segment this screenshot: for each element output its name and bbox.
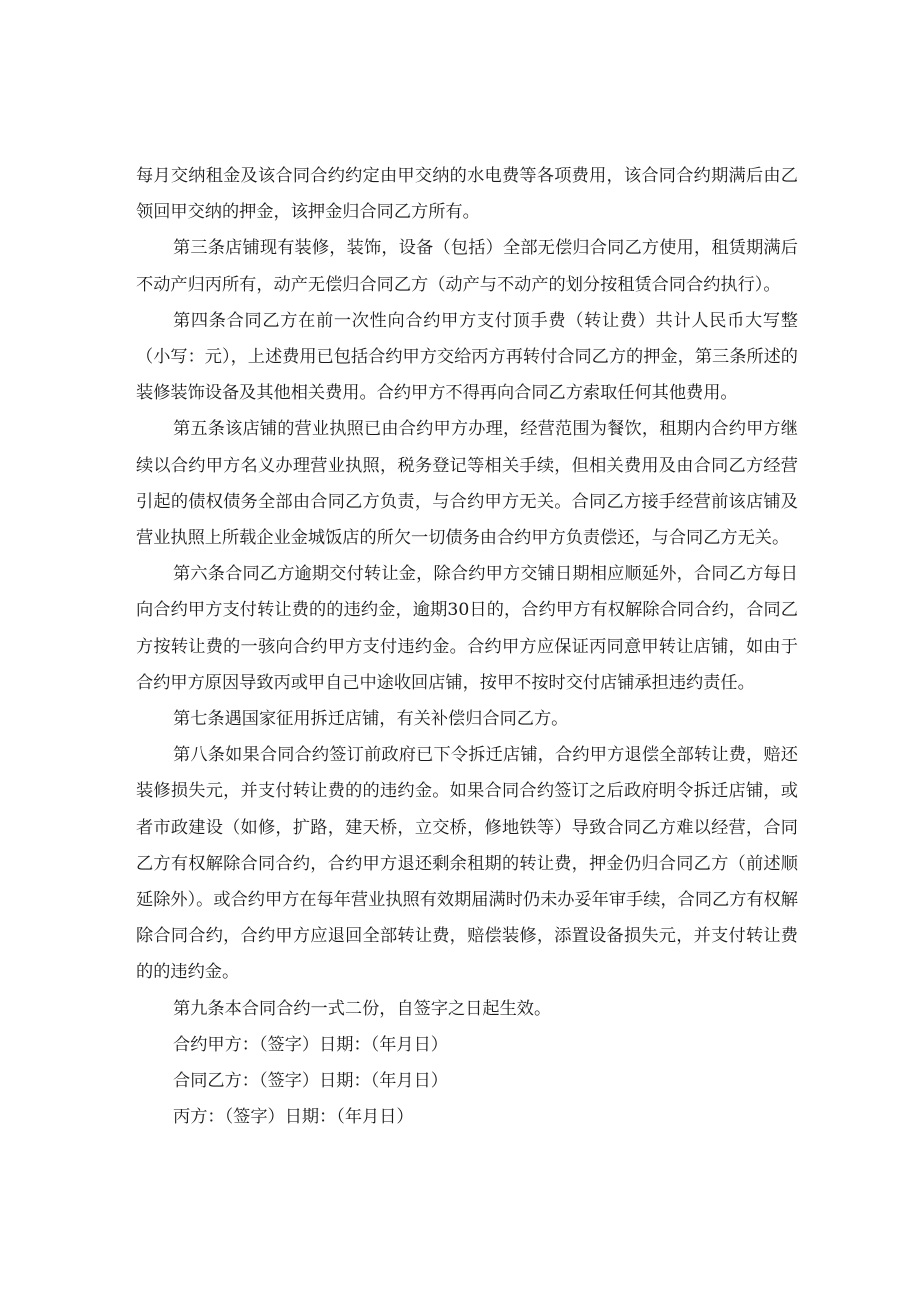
paragraph-continuation: 每月交纳租金及该合同合约约定由甲交纳的水电费等各项费用，该合同合约期满后由乙领回甲交纳的押金，该押金归合同乙方所有。 (136, 166, 798, 223)
clause-9: 第九条本合同合约一式二份，自签字之日起生效。 (173, 998, 552, 1019)
document-body (136, 158, 798, 1135)
signature-party-c: 丙方：（签字）日期：（年月日） (173, 1107, 414, 1128)
clause-3: 第三条店铺现有装修，装饰，设备（包括）全部无偿归合同乙方使用，租赁期满后不动产归丙所有，动产无偿归合同乙方（动产与不动产的划分按租赁合同合约执行）。 (136, 238, 798, 295)
signature-party-a: 合约甲方：（签字）日期：（年月日） (173, 1034, 448, 1055)
clause-6: 第六条合同乙方逾期交付转让金，除合约甲方交铺日期相应顺延外，合同乙方每日向合约甲方支付转让费的的违约金，逾期30日的，合约甲方有权解除合同合约，合同乙方按转让费的一骇向合约甲方支付违约金。合约甲方应保证丙同意甲转让店铺，如由于合约甲方原因导致丙或甲自己中途收回店铺，按甲不按时交付店铺承担违约责任。 (136, 564, 798, 693)
clause-7: 第七条遇国家征用拆迁店铺，有关补偿归合同乙方。 (173, 709, 569, 730)
signature-party-b: 合同乙方：（签字）日期：（年月日） (173, 1071, 448, 1092)
clause-8: 第八条如果合同合约签订前政府已下令拆迁店铺，合约甲方退偿全部转让费，赔还装修损失元，并支付转让费的的违约金。如果合同合约签订之后政府明令拆迁店铺，或者市政建设（如修，扩路，建天桥，立交桥，修地铁等）导致合同乙方难以经营，合同乙方有权解除合同合约，合约甲方退还剩余租期的转让费，押金仍归合同乙方（前述顺延除外）。或合约甲方在每年营业执照有效期届满时仍未办妥年审手续，合同乙方有权解除合同合约，合约甲方应退回全部转让费，赔偿装修，添置设备损失元，并支付转让费的的违约金。 (136, 745, 798, 983)
clause-4: 第四条合同乙方在前一次性向合约甲方支付顶手费（转让费）共计人民币大写整（小写：元），上述费用已包括合约甲方交给丙方再转付合同乙方的押金，第三条所述的装修装饰设备及其他相关费用。合约甲方不得再向合同乙方索取任何其他费用。 (136, 310, 798, 404)
clause-5: 第五条该店铺的营业执照已由合约甲方办理，经营范围为餐饮，租期内合约甲方继续以合约甲方名义办理营业执照，税务登记等相关手续，但相关费用及由合同乙方经营引起的债权债务全部由合同乙方负责，与合约甲方无关。合同乙方接手经营前该店铺及营业执照上所载企业金城饭店的所欠一切债务由合约甲方负责偿还，与合同乙方无关。 (136, 419, 798, 549)
